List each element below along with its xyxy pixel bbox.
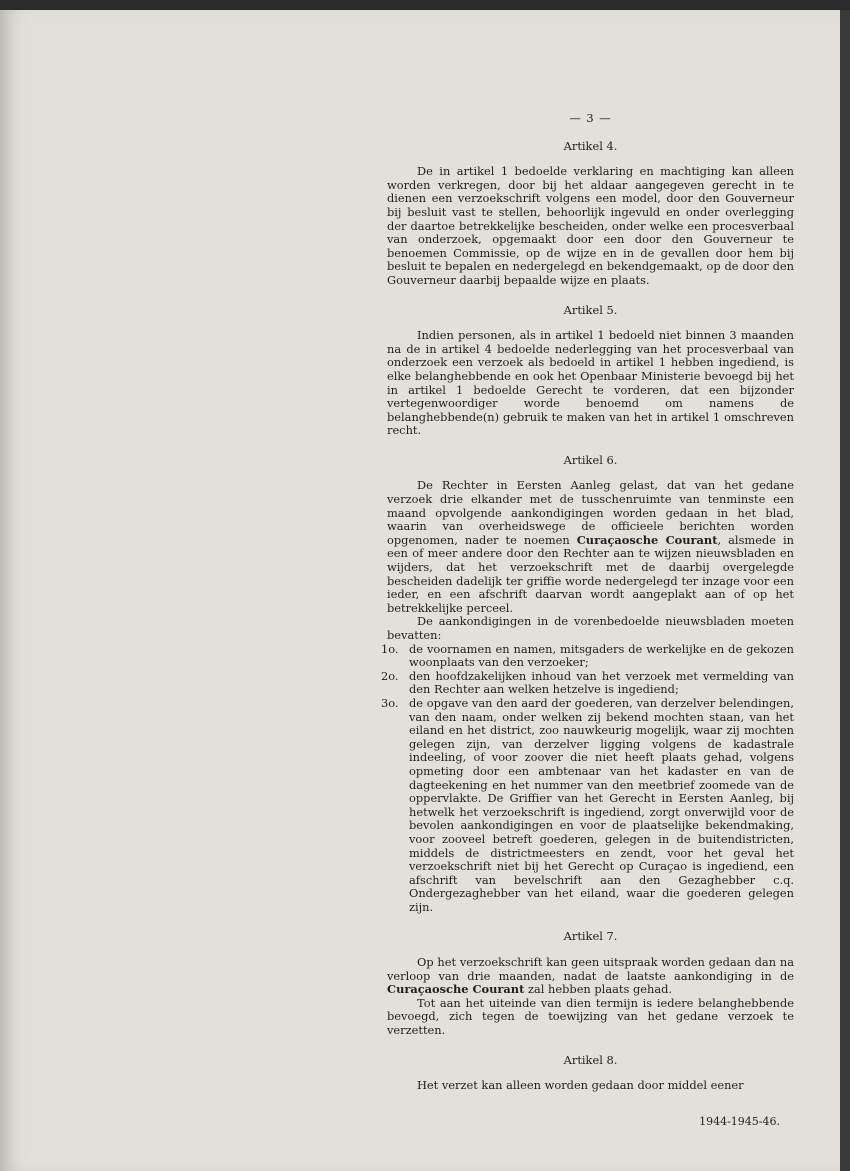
list-item [381, 668, 794, 697]
article-7-paragraph-2: Tot aan het uiteinde van dien termijn is iedere belanghebbende bevoegd, zich tegen de toewijzing van het gedane verzoek te verzetten. [387, 995, 794, 1038]
list-item [381, 641, 794, 670]
page-number: — 3 — [569, 111, 612, 125]
article-7-heading: Artikel 7. [563, 929, 618, 944]
list-item-text: de opgave van den aard der goederen, van derzelver belendingen, van den naam, onder welken zij bekend mochten staan, van het eiland en het district, zoo nauwkeurig mogelijk, waar zij mochten gelegen zijn, van derzelver ligging volgens de kadastrale indeeling, of voor zoover die niet heeft plaats gehad, volgens opmeting door een ambtenaar van het kadaster en van de dagteekening en het nummer van den meetbrief zoomede van de oppervlakte. De Griffier van het Gerecht in Eersten Aanleg, bij hetwelk het verzoekschrift is ingediend, zorgt onverwijld voor de bevolen aankondigingen en voor de plaatselijke bekendmaking, voor zooveel betreft goederen, gelegen in de buitendistricten, middels de districtmeesters en zendt, voor het geval het verzoekschrift niet bij het Gerecht op Curaçao is ingediend, een afschrift van bevelschrift aan den Gezaghebber c.q. Ondergezaghebber van het eiland, waar die goederen gelegen zijn. [409, 695, 794, 914]
article-8-heading: Artikel 8. [563, 1052, 618, 1067]
list-item [381, 695, 794, 915]
article-4-paragraph: De in artikel 1 bedoelde verklaring en machtiging kan alleen worden verkregen, door bij het aldaar aangegeven gerecht in te dienen een verzoekschrift volgens een model, door den Gouverneur bij besluit vast te stellen, behoorlijk ingevuld en onder overlegging der daartoe betrekkelijke bescheiden, onder welke een procesverbaal van onderzoek, opgemaakt door een door den Gouverneur te benoemen Commissie, op de wijze en in de gevallen door hem bij besluit te bepalen en nedergelegd en bekendgemaakt, op de door den Gouverneur daarbij bepaalde wijze en plaats. [387, 164, 794, 287]
scan-edge [840, 10, 850, 1171]
list-item-number: 1o. [381, 641, 399, 656]
article-6-text: , alsmede in een of meer andere door den Rechter aan te wijzen nieuwsbladen en wijders, dat het verzoekschrift met de daarbij overgelegde bescheiden dadelijk ter griffie worde nedergelegd ter inzage voor een ieder, en een afschrift daarvan wordt aangeplakt aan of op het betrekkelijke perceel. [387, 532, 794, 615]
article-6-text: De Rechter in Eersten Aanleg gelast, dat van het gedane verzoek drie elkander met de tusschenruimte van tenminste een maand opvolgende aankondigingen worden gedaan in het blad, waarin van overheidswege de officieele berichten worden opgenomen, nader te noemen [387, 478, 794, 547]
article-5-paragraph: Indien personen, als in artikel 1 bedoeld niet binnen 3 maanden na de in artikel 4 bedoelde nederlegging van het procesverbaal van onderzoek een verzoek als bedoeld in artikel 1 hebben ingediend, is elke belanghebbende en ook het Openbaar Ministerie bevoegd bij het in artikel 1 bedoelde Gerecht te vorderen, dat een bijzonder vertegenwoordiger worde benoemd om namens de belanghebbende(n) gebruik te maken van het in artikel 1 omschreven recht. [387, 328, 794, 438]
list-item-text: den hoofdzakelijken inhoud van het verzoek met vermelding van den Rechter aan welken hetzelve is ingediend; [409, 668, 794, 697]
courant-name: Curaçaosche Courant [576, 532, 718, 547]
article-7-paragraph-1 [387, 956, 794, 997]
article-8-paragraph: Het verzet kan alleen worden gedaan door middel eener [417, 1078, 744, 1093]
article-4-heading: Artikel 4. [563, 138, 618, 153]
article-7-text: zal hebben plaats gehad. [524, 982, 673, 997]
article-7-text: Op het verzoekschrift kan geen uitspraak worden gedaan dan na verloop van drie maanden, nadat de laatste aankondiging in de [387, 955, 794, 983]
courant-name: Curaçaosche Courant [387, 982, 525, 997]
article-5-heading: Artikel 5. [563, 302, 618, 317]
article-6-paragraph-2: De aankondigingen in de vorenbedoelde nieuwsbladen moeten bevatten: [387, 614, 794, 642]
text-column [381, 111, 794, 1093]
article-6-list [381, 641, 794, 915]
list-item-text: de voornamen en namen, mitsgaders de werkelijke en de gekozen woonplaats van den verzoeker; [409, 641, 794, 670]
footer-year: 1944-1945-46. [699, 1115, 780, 1128]
list-item-number: 2o. [381, 668, 399, 683]
article-6-heading: Artikel 6. [563, 452, 618, 467]
list-item-number: 3o. [381, 695, 399, 710]
article-6-paragraph-1 [387, 479, 794, 615]
